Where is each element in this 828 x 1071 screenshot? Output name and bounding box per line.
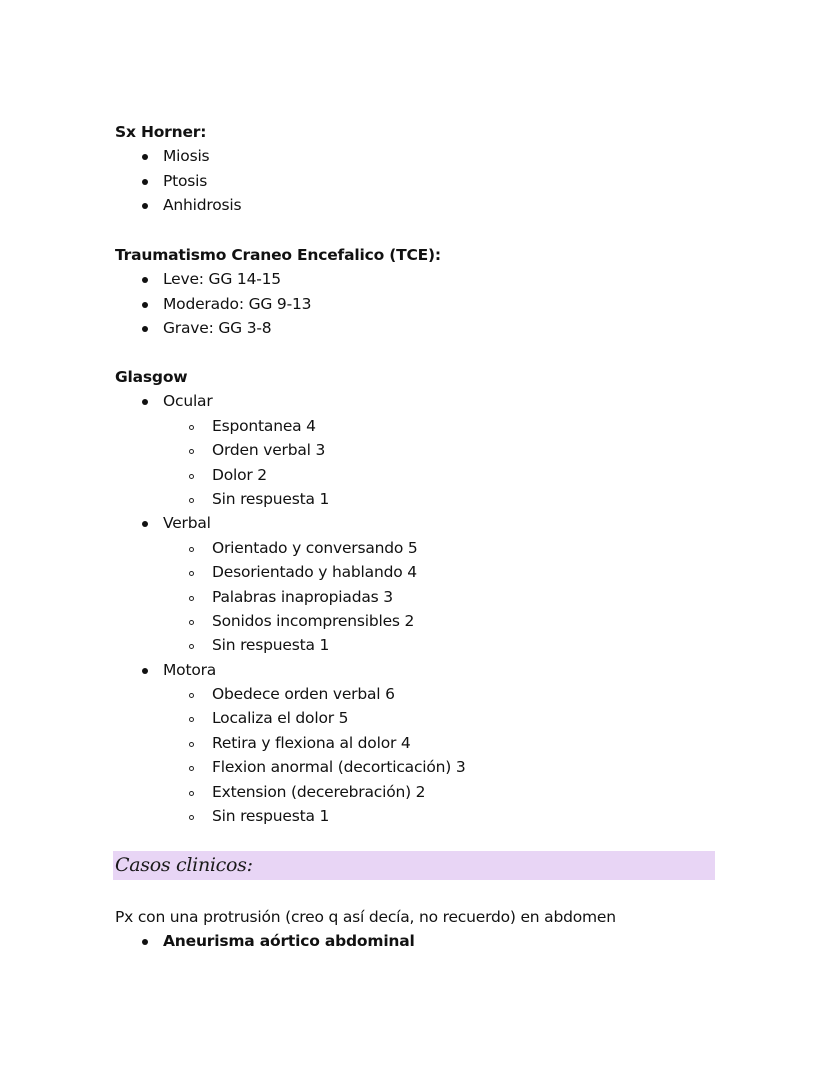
circle-bullet-icon: [189, 449, 194, 454]
circle-bullet-icon: [189, 474, 194, 479]
verbal-sublist: [163, 536, 466, 658]
list-item: Flexion anormal (decorticación) 3: [163, 755, 466, 779]
bullet-icon: [142, 154, 148, 160]
list-item: Grave: GG 3-8: [115, 316, 441, 340]
list-item: Retira y flexiona al dolor 4: [163, 731, 466, 755]
circle-bullet-icon: [189, 596, 194, 601]
circle-bullet-icon: [189, 644, 194, 649]
heading-casos-clinicos: Casos clinicos:: [115, 854, 253, 876]
list-item: Espontanea 4: [163, 414, 466, 438]
circle-bullet-icon: [189, 791, 194, 796]
list-item: Localiza el dolor 5: [163, 706, 466, 730]
case-description: Px con una protrusión (creo q así decía, no recuerdo) en abdomen: [115, 908, 616, 926]
bullet-icon: [142, 399, 148, 405]
glasgow-group-verbal: Verbal Orientado y conversando 5 Desorientado y hablando 4 Palabras inapropiadas 3 Sonidos incomprensibles 2 Sin respuesta 1: [115, 511, 466, 657]
list-item: Sonidos incomprensibles 2: [163, 609, 466, 633]
circle-bullet-icon: [189, 693, 194, 698]
list-item: Obedece orden verbal 6: [163, 682, 466, 706]
bullet-icon: [142, 326, 148, 332]
circle-bullet-icon: [189, 717, 194, 722]
list-item: Dolor 2: [163, 463, 466, 487]
bullet-icon: [142, 203, 148, 209]
list-item: Sin respuesta 1: [163, 804, 466, 828]
section-horner: [115, 120, 241, 218]
circle-bullet-icon: [189, 815, 194, 820]
circle-bullet-icon: [189, 571, 194, 576]
list-item: Orden verbal 3: [163, 438, 466, 462]
list-item: Palabras inapropiadas 3: [163, 585, 466, 609]
glasgow-group-ocular: Ocular Espontanea 4 Orden verbal 3 Dolor 2 Sin respuesta 1: [115, 389, 466, 511]
list-item: Orientado y conversando 5: [163, 536, 466, 560]
section-glasgow: [115, 365, 466, 828]
circle-bullet-icon: [189, 498, 194, 503]
bullet-icon: [142, 939, 148, 945]
list-item: Moderado: GG 9-13: [115, 292, 441, 316]
heading-horner: Sx Horner:: [115, 123, 207, 141]
bullet-icon: [142, 302, 148, 308]
list-item: Anhidrosis: [115, 193, 241, 217]
list-item: Leve: GG 14-15: [115, 267, 441, 291]
list-item: Desorientado y hablando 4: [163, 560, 466, 584]
glasgow-list: [115, 389, 466, 828]
bullet-icon: [142, 179, 148, 185]
section-tce: [115, 243, 441, 341]
heading-tce: Traumatismo Craneo Encefalico (TCE):: [115, 246, 441, 264]
circle-bullet-icon: [189, 425, 194, 430]
circle-bullet-icon: [189, 766, 194, 771]
glasgow-group-motora: Motora Obedece orden verbal 6 Localiza el dolor 5 Retira y flexiona al dolor 4 Flexion anormal (decorticación) 3 Extension (decerebración) 2 Sin respuesta 1: [115, 658, 466, 829]
bullet-icon: [142, 668, 148, 674]
ocular-sublist: [163, 414, 466, 512]
list-item: Miosis: [115, 144, 241, 168]
section-case-answers: [115, 929, 415, 953]
list-item: Ptosis: [115, 169, 241, 193]
list-item: Sin respuesta 1: [163, 487, 466, 511]
bullet-icon: [142, 521, 148, 527]
bullet-icon: [142, 277, 148, 283]
horner-list: [115, 144, 241, 217]
motora-sublist: [163, 682, 466, 828]
circle-bullet-icon: [189, 620, 194, 625]
case-answer-list: [115, 929, 415, 953]
list-item: Sin respuesta 1: [163, 633, 466, 657]
circle-bullet-icon: [189, 742, 194, 747]
list-item: Extension (decerebración) 2: [163, 780, 466, 804]
circle-bullet-icon: [189, 547, 194, 552]
heading-glasgow: Glasgow: [115, 368, 188, 386]
casos-clinicos-band: [113, 851, 715, 880]
tce-list: [115, 267, 441, 340]
list-item: Aneurisma aórtico abdominal: [115, 929, 415, 953]
